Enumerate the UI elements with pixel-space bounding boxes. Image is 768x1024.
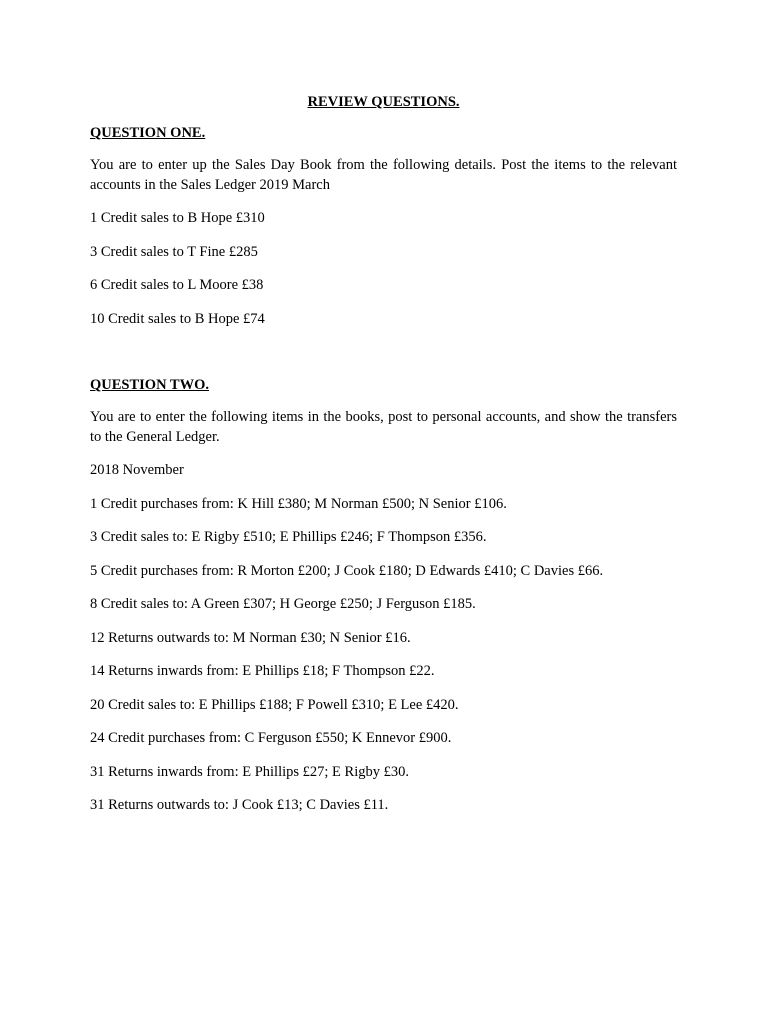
question-two-item: 14 Returns inwards from: E Phillips £18; F Thompson £22. [90, 663, 435, 679]
question-one-item: 3 Credit sales to T Fine £285 [90, 243, 258, 260]
question-one-heading: QUESTION ONE. [90, 125, 206, 141]
question-two-heading: QUESTION TWO. [90, 377, 209, 393]
question-two-item: 5 Credit purchases from: R Morton £200; J Cook £180; D Edwards £410; C Davies £66. [90, 562, 604, 579]
question-two-item: 3 Credit sales to: E Rigby £510; E Phillips £246; F Thompson £356. [90, 529, 487, 545]
question-two-item: 8 Credit sales to: A Green £307; H George £250; J Ferguson £185. [90, 596, 476, 612]
question-one-item: 1 Credit sales to B Hope £310 [90, 210, 265, 226]
document-page [90, 93, 677, 830]
question-one-item: 10 Credit sales to B Hope £74 [90, 310, 265, 327]
question-two-item: 24 Credit purchases from: C Ferguson £550; K Ennevor £900. [90, 730, 452, 746]
section-spacer [90, 343, 677, 376]
question-two-item: 31 Returns outwards to: J Cook £13; C Davies £11. [90, 797, 389, 813]
question-two-item: 12 Returns outwards to: M Norman £30; N Senior £16. [90, 629, 411, 646]
question-two-item: 1 Credit purchases from: K Hill £380; M Norman £500; N Senior £106. [90, 495, 507, 512]
question-one-item: 6 Credit sales to L Moore £38 [90, 277, 264, 293]
question-two-item: 20 Credit sales to: E Phillips £188; F Powell £310; E Lee £420. [90, 696, 459, 713]
question-two-item: 31 Returns inwards from: E Phillips £27; E Rigby £30. [90, 763, 409, 780]
question-two-period: 2018 November [90, 462, 184, 478]
question-one-instructions: You are to enter up the Sales Day Book from the following details. Post the items to the relevant accounts in the Sales Ledger 2019 March [90, 157, 677, 193]
question-two-instructions: You are to enter the following items in the books, post to personal accounts, and show the transfers to the General Ledger. [90, 409, 677, 445]
document-title: REVIEW QUESTIONS. [307, 94, 460, 110]
